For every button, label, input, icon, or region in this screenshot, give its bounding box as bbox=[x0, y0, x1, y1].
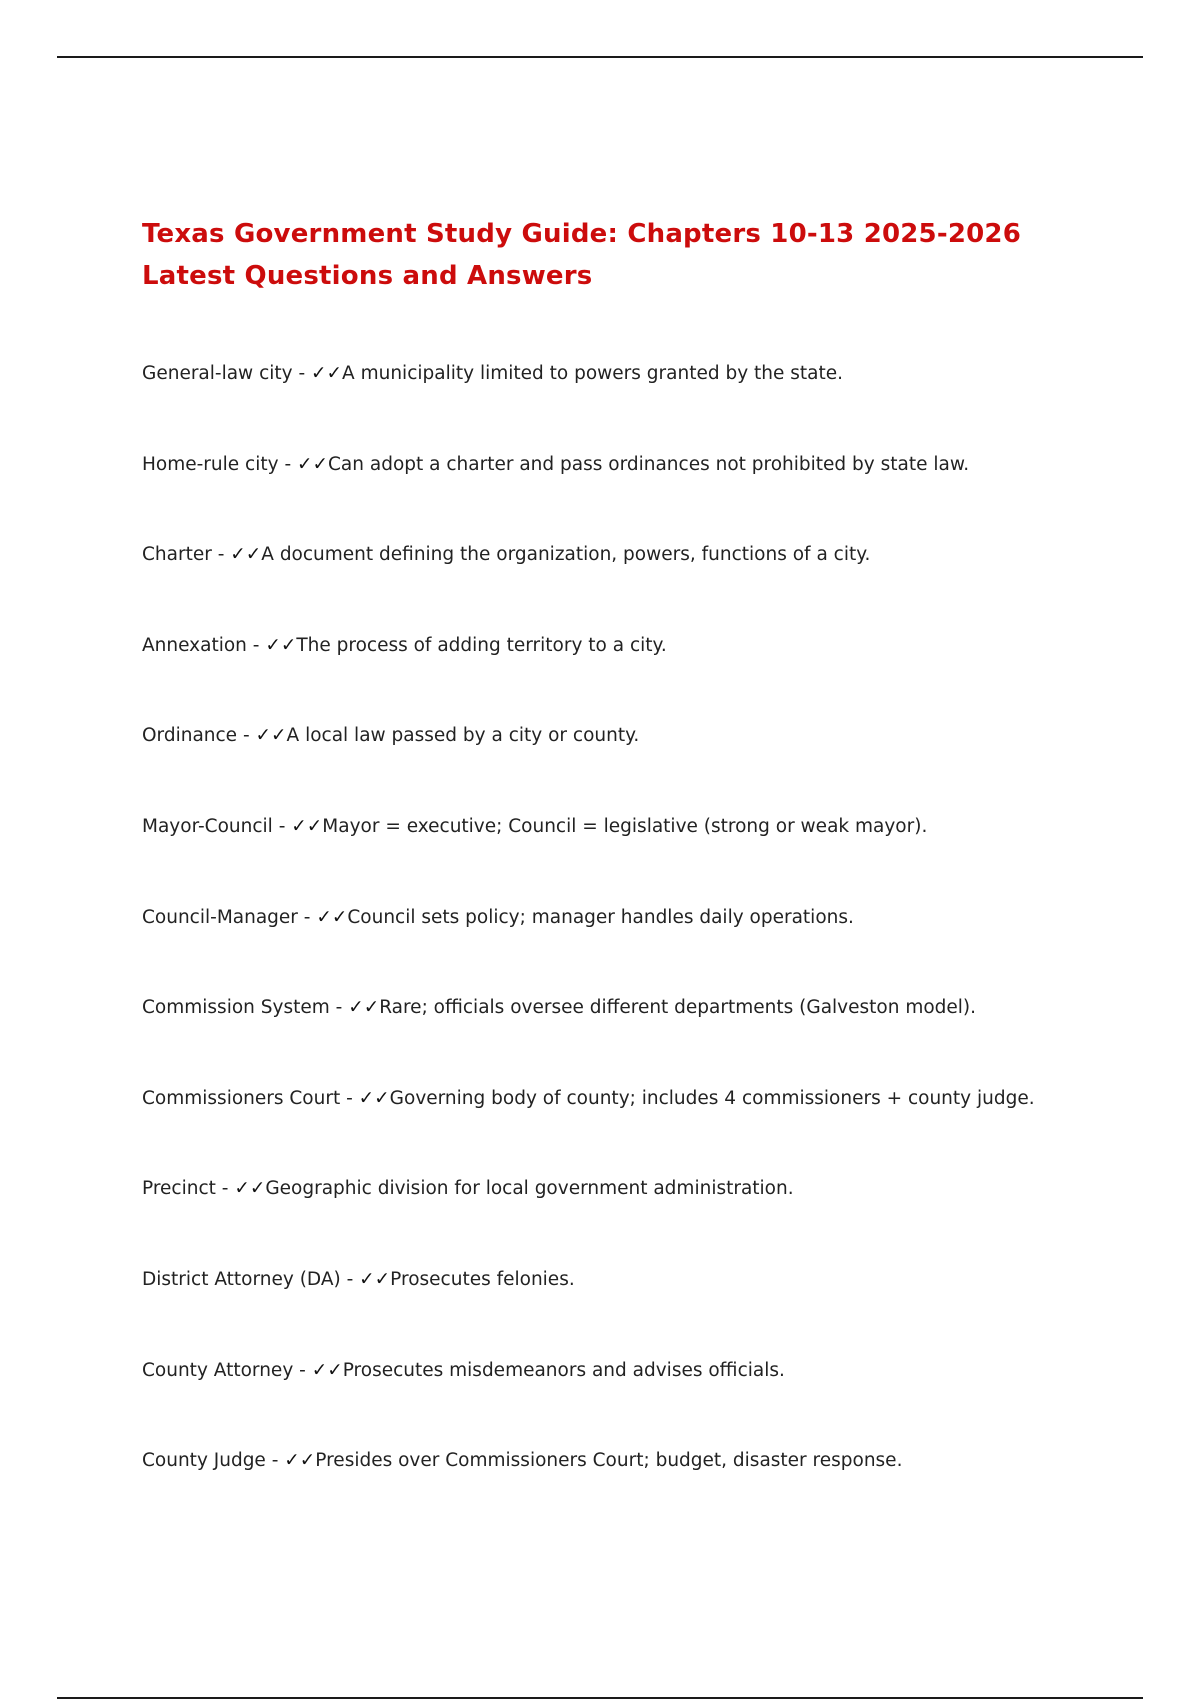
entry-separator: - bbox=[272, 815, 292, 837]
check-marks-icon: ✓✓ bbox=[234, 1178, 266, 1200]
entry-definition: A municipality limited to powers granted by the state. bbox=[342, 363, 844, 384]
entry-definition: Prosecutes misdemeanors and advises officials. bbox=[342, 1359, 785, 1381]
entry-separator: - bbox=[215, 1178, 235, 1200]
entry-term: County Judge bbox=[142, 1450, 266, 1472]
entry-separator: - bbox=[237, 725, 256, 747]
entry-separator: - bbox=[211, 544, 231, 566]
check-marks-icon: ✓✓ bbox=[284, 1450, 316, 1472]
entry-separator: - bbox=[246, 634, 266, 656]
entry-definition: Council sets policy; manager handles daily operations. bbox=[347, 906, 854, 928]
check-marks-icon: ✓✓ bbox=[255, 725, 287, 747]
entry-term: General-law city bbox=[142, 363, 293, 384]
check-marks-icon: ✓✓ bbox=[265, 634, 297, 656]
entry-term: Charter bbox=[142, 544, 212, 566]
check-marks-icon: ✓✓ bbox=[230, 544, 262, 566]
entry-separator: - bbox=[340, 1268, 360, 1290]
check-marks-icon: ✓✓ bbox=[311, 363, 343, 384]
qa-entry bbox=[142, 356, 1142, 447]
entry-definition: Presides over Commissioners Court; budget, disaster response. bbox=[315, 1450, 903, 1472]
top-rule bbox=[57, 56, 1143, 58]
entry-definition: Can adopt a charter and pass ordinances not prohibited by state law. bbox=[328, 453, 970, 475]
entry-term: County Attorney bbox=[142, 1359, 294, 1381]
entry-separator: - bbox=[329, 997, 349, 1019]
bottom-rule bbox=[57, 1697, 1143, 1699]
entry-definition: A local law passed by a city or county. bbox=[286, 725, 640, 747]
entry-definition: Governing body of county; includes 4 commissioners + county judge. bbox=[389, 1087, 1035, 1109]
entry-definition: A document defining the organization, powers, functions of a city. bbox=[261, 544, 871, 566]
qa-entry bbox=[142, 900, 1142, 991]
entry-separator: - bbox=[278, 453, 297, 475]
entry-term: Precinct bbox=[142, 1178, 216, 1200]
entry-separator: - bbox=[293, 1359, 312, 1381]
title-line-1: Texas Government Study Guide: Chapters 10-13 2025-2026 bbox=[142, 219, 1022, 249]
check-marks-icon: ✓✓ bbox=[358, 1087, 390, 1109]
entry-term: Council-Manager bbox=[142, 906, 298, 928]
entry-term: Home-rule city bbox=[142, 453, 279, 475]
entry-separator: - bbox=[292, 363, 312, 384]
qa-entry bbox=[142, 990, 1142, 1081]
page-title bbox=[142, 213, 1082, 297]
check-marks-icon: ✓✓ bbox=[311, 1359, 343, 1381]
check-marks-icon: ✓✓ bbox=[291, 815, 323, 837]
entry-definition: Prosecutes felonies. bbox=[390, 1268, 575, 1290]
title-line-2: Latest Questions and Answers bbox=[142, 261, 593, 291]
entry-term: Commission System bbox=[142, 997, 330, 1019]
qa-entry bbox=[142, 1081, 1142, 1172]
check-marks-icon: ✓✓ bbox=[348, 997, 380, 1019]
qa-list bbox=[142, 356, 1142, 1534]
entry-separator: - bbox=[340, 1087, 359, 1109]
entry-separator: - bbox=[297, 906, 317, 928]
entry-definition: Rare; officials oversee different departments (Galveston model). bbox=[379, 997, 977, 1019]
qa-entry bbox=[142, 1262, 1142, 1353]
entry-term: Annexation bbox=[142, 634, 247, 656]
qa-entry bbox=[142, 1353, 1142, 1444]
entry-definition: Mayor = executive; Council = legislative (strong or weak mayor). bbox=[322, 815, 928, 837]
qa-entry bbox=[142, 447, 1142, 538]
entry-term: Commissioners Court bbox=[142, 1087, 341, 1109]
entry-definition: Geographic division for local government administration. bbox=[265, 1178, 794, 1200]
entry-term: District Attorney (DA) bbox=[142, 1268, 341, 1290]
qa-entry bbox=[142, 718, 1142, 809]
entry-separator: - bbox=[265, 1450, 285, 1472]
qa-entry bbox=[142, 1171, 1142, 1262]
entry-term: Mayor-Council bbox=[142, 815, 273, 837]
check-marks-icon: ✓✓ bbox=[359, 1268, 391, 1290]
qa-entry bbox=[142, 1443, 1142, 1534]
qa-entry bbox=[142, 537, 1142, 628]
qa-entry bbox=[142, 809, 1142, 900]
check-marks-icon: ✓✓ bbox=[316, 906, 348, 928]
check-marks-icon: ✓✓ bbox=[297, 453, 329, 475]
entry-term: Ordinance bbox=[142, 725, 238, 747]
qa-entry bbox=[142, 628, 1142, 719]
entry-definition: The process of adding territory to a city. bbox=[296, 634, 667, 656]
